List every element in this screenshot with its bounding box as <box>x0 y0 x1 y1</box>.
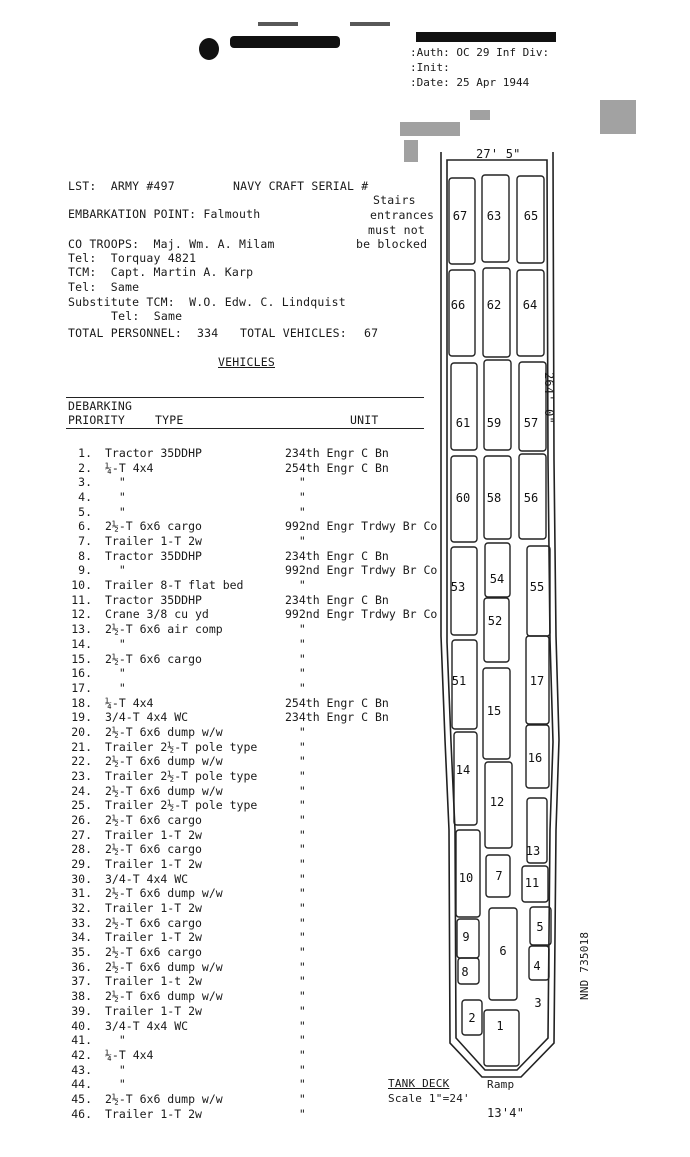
vehicle-slot <box>449 270 475 356</box>
row-unit: 234th Engr C Bn <box>285 548 389 563</box>
row-type: 2½-T 6x6 dump w/w <box>105 783 223 798</box>
row-priority: 32. <box>71 901 92 916</box>
init-line: :Init: <box>410 61 450 74</box>
table-header-rule <box>66 428 424 429</box>
row-priority: 30. <box>71 871 92 886</box>
row-type: Tractor 35DDHP <box>105 548 202 563</box>
diagram-deck-label: TANK DECK <box>388 1077 450 1090</box>
vehicle-slot-label: 8 <box>461 965 469 979</box>
total-personnel-value: 334 <box>197 326 219 340</box>
row-unit: " <box>285 651 306 666</box>
row-type: " <box>105 1033 126 1048</box>
vehicle-slot <box>485 543 510 597</box>
row-type: 2½-T 6x6 dump w/w <box>105 886 223 901</box>
row-priority: 27. <box>71 827 92 842</box>
row-unit: " <box>285 974 306 989</box>
row-priority: 11. <box>71 592 92 607</box>
row-type: Trailer 2½-T pole type <box>105 768 258 783</box>
row-type: Crane 3/8 cu yd <box>105 607 209 622</box>
lst-line: LST: ARMY #497 <box>68 179 175 193</box>
row-type: 2½-T 6x6 dump w/w <box>105 1091 223 1106</box>
row-priority: 29. <box>71 857 92 872</box>
row-priority: 40. <box>71 1018 92 1033</box>
vehicle-slot-label: 4 <box>533 959 541 973</box>
row-type: 2½-T 6x6 cargo <box>105 519 202 534</box>
row-type: 2½-T 6x6 dump w/w <box>105 754 223 769</box>
row-type: 3/4-T 4x4 WC <box>105 871 189 886</box>
row-priority: 3. <box>78 475 92 490</box>
stairs-note-4: be blocked <box>356 237 428 251</box>
row-priority: 38. <box>71 989 92 1004</box>
row-priority: 2. <box>78 460 92 475</box>
vehicle-slot-label: 67 <box>452 209 468 223</box>
row-priority: 42. <box>71 1047 92 1062</box>
row-priority: 6. <box>78 519 92 534</box>
redaction-bar-top <box>258 22 298 26</box>
row-unit: 254th Engr C Bn <box>285 695 389 710</box>
vehicle-slot-label: 66 <box>450 298 466 312</box>
row-type: ¼-T 4x4 <box>105 460 154 475</box>
row-unit: " <box>285 1033 306 1048</box>
row-priority: 26. <box>71 813 92 827</box>
row-unit: " <box>285 901 306 916</box>
row-unit: " <box>285 886 306 901</box>
row-unit: " <box>285 636 306 651</box>
row-unit: " <box>285 1047 306 1062</box>
row-type: Trailer 1-T 2w <box>105 857 202 872</box>
vehicle-slot <box>484 598 509 662</box>
row-unit: 234th Engr C Bn <box>285 710 389 725</box>
row-type: 2½-T 6x6 dump w/w <box>105 959 223 974</box>
row-unit: 992nd Engr Trdwy Br Co <box>285 563 438 578</box>
row-unit: " <box>285 1077 306 1092</box>
col-priority: PRIORITY <box>68 413 125 427</box>
vehicle-slots <box>449 175 551 1066</box>
section-title: VEHICLES <box>218 355 275 369</box>
row-priority: 13. <box>71 622 92 637</box>
row-priority: 44. <box>71 1077 92 1092</box>
col-debarking: DEBARKING <box>68 399 133 413</box>
auth-line: :Auth: OC 29 Inf Div: <box>410 46 550 59</box>
stairs-note-1: Stairs <box>373 193 416 207</box>
authorization-box-redaction <box>416 32 556 42</box>
redaction-dot <box>199 38 219 60</box>
vehicle-slot-label: 65 <box>523 209 539 223</box>
row-unit: 992nd Engr Trdwy Br Co <box>285 607 438 622</box>
vehicle-slot-label: 3 <box>534 996 542 1010</box>
diagram-top-width: 27' 5" <box>476 147 521 161</box>
row-type: " <box>105 563 126 578</box>
substitute-tel: Tel: Same <box>111 309 183 323</box>
row-unit: " <box>285 857 306 872</box>
navy-serial: NAVY CRAFT SERIAL # <box>233 179 369 193</box>
vehicle-slot-label: 10 <box>458 871 474 885</box>
co-tel: Tel: Torquay 4821 <box>68 251 197 265</box>
row-unit: " <box>285 798 306 813</box>
vehicle-slot-label: 56 <box>523 491 539 505</box>
row-type: 2½-T 6x6 cargo <box>105 915 202 930</box>
row-type: Trailer 1-T 2w <box>105 930 202 945</box>
row-unit: " <box>285 490 306 505</box>
row-unit: " <box>285 783 306 798</box>
row-type: Trailer 1-T 2w <box>105 534 202 549</box>
row-type: Trailer 1-T 2w <box>105 901 202 916</box>
row-unit: " <box>285 1062 306 1077</box>
vehicle-slot-label: 55 <box>529 580 545 594</box>
row-unit: " <box>285 578 306 593</box>
row-unit: " <box>285 930 306 945</box>
row-type: 2½-T 6x6 cargo <box>105 842 202 857</box>
vehicle-slot-label: 12 <box>489 795 505 809</box>
row-priority: 12. <box>71 607 92 622</box>
row-priority: 39. <box>71 1003 92 1018</box>
row-unit: 234th Engr C Bn <box>285 592 389 607</box>
vehicle-slot-label: 16 <box>527 751 543 765</box>
row-type: ¼-T 4x4 <box>105 695 154 710</box>
row-priority: 14. <box>71 636 92 651</box>
row-unit: " <box>285 534 306 549</box>
diagram-scale: Scale 1"=24' <box>388 1092 470 1105</box>
row-priority: 24. <box>71 783 92 798</box>
row-priority: 19. <box>71 710 92 725</box>
row-priority: 8. <box>78 548 92 563</box>
row-priority: 16. <box>71 666 92 681</box>
substitute-tcm: Substitute TCM: W.O. Edw. C. Lindquist <box>68 295 346 309</box>
diagram-ramp: Ramp <box>487 1078 515 1091</box>
row-unit: " <box>285 666 306 681</box>
diagram-side-stamp: NND 735018 <box>578 931 591 1000</box>
row-type: 2½-T 6x6 cargo <box>105 651 202 666</box>
row-type: Trailer 1-t 2w <box>105 974 202 989</box>
row-unit: " <box>285 622 306 637</box>
row-type: Trailer 1-T 2w <box>105 1003 202 1018</box>
diagram-bottom-width: 13'4" <box>487 1106 525 1120</box>
vehicle-slot-label: 15 <box>486 704 502 718</box>
total-vehicles-label: TOTAL VEHICLES: <box>240 326 347 340</box>
vehicle-slot-label: 54 <box>489 572 505 586</box>
row-type: 2½-T 6x6 dump w/w <box>105 989 223 1004</box>
row-priority: 18. <box>71 695 92 710</box>
vehicle-slot-label: 11 <box>524 876 540 890</box>
total-vehicles-value: 67 <box>364 326 379 340</box>
row-priority: 22. <box>71 754 92 769</box>
vehicle-slot-label: 57 <box>523 416 539 430</box>
row-unit: 992nd Engr Trdwy Br Co <box>285 519 438 534</box>
row-unit: " <box>285 871 306 886</box>
redaction-bar-top-2 <box>350 22 390 26</box>
vehicle-slot-label: 6 <box>499 944 507 958</box>
row-priority: 5. <box>78 504 92 519</box>
vehicle-slot-label: 5 <box>536 920 544 934</box>
row-priority: 46. <box>71 1106 92 1121</box>
row-type: " <box>105 475 126 490</box>
row-type: " <box>105 1062 126 1077</box>
vehicle-slot-label: 1 <box>496 1019 504 1033</box>
row-priority: 23. <box>71 768 92 783</box>
row-priority: 41. <box>71 1033 92 1048</box>
vehicle-slot-label: 64 <box>522 298 538 312</box>
row-type: 2½-T 6x6 cargo <box>105 945 202 960</box>
row-unit: " <box>285 680 306 695</box>
row-type: 3/4-T 4x4 WC <box>105 1018 189 1033</box>
vehicle-slot-label: 51 <box>451 674 467 688</box>
row-priority: 17. <box>71 680 92 695</box>
row-unit: " <box>285 827 306 842</box>
vehicle-slot-label: 59 <box>486 416 502 430</box>
row-unit: " <box>285 1106 306 1121</box>
vehicle-slot-label: 60 <box>455 491 471 505</box>
row-priority: 21. <box>71 739 92 754</box>
row-unit: " <box>285 739 306 754</box>
row-type: Tractor 35DDHP <box>105 446 202 460</box>
row-unit: " <box>285 475 306 490</box>
row-priority: 20. <box>71 724 92 739</box>
co-troops: CO TROOPS: Maj. Wm. A. Milam <box>68 237 275 251</box>
tcm: TCM: Capt. Martin A. Karp <box>68 265 254 279</box>
row-unit: " <box>285 724 306 739</box>
vehicle-slot-label: 17 <box>529 674 545 688</box>
row-priority: 43. <box>71 1062 92 1077</box>
row-type: " <box>105 666 126 681</box>
col-unit: UNIT <box>350 413 379 427</box>
row-type: " <box>105 504 126 519</box>
authorization-box <box>406 44 554 92</box>
row-priority: 4. <box>78 490 92 505</box>
row-priority: 25. <box>71 798 92 813</box>
row-priority: 28. <box>71 842 92 857</box>
vehicle-slot-label: 63 <box>486 209 502 223</box>
row-priority: 1. <box>78 446 92 460</box>
row-priority: 31. <box>71 886 92 901</box>
row-unit: " <box>285 1003 306 1018</box>
row-unit: " <box>285 945 306 960</box>
row-type: " <box>105 636 126 651</box>
row-unit: " <box>285 989 306 1004</box>
row-priority: 33. <box>71 915 92 930</box>
row-unit: " <box>285 959 306 974</box>
row-priority: 34. <box>71 930 92 945</box>
row-unit: " <box>285 915 306 930</box>
vehicle-slot-label: 13 <box>525 844 541 858</box>
vehicle-slot-label: 53 <box>450 580 466 594</box>
redaction-bar <box>230 36 340 48</box>
vehicle-slot-label: 7 <box>495 869 503 883</box>
row-type: Trailer 1-T 2w <box>105 827 202 842</box>
row-type: 3/4-T 4x4 WC <box>105 710 189 725</box>
row-type: ¼-T 4x4 <box>105 1047 154 1062</box>
row-priority: 15. <box>71 651 92 666</box>
diagram-length: 264' 0" <box>542 372 556 424</box>
row-type: Trailer 2½-T pole type <box>105 798 258 813</box>
vehicle-slot-label: 58 <box>486 491 502 505</box>
row-unit: 254th Engr C Bn <box>285 460 389 475</box>
row-type: " <box>105 490 126 505</box>
tcm-tel: Tel: Same <box>68 280 140 294</box>
row-type: Tractor 35DDHP <box>105 592 202 607</box>
row-priority: 7. <box>78 534 92 549</box>
row-unit: " <box>285 768 306 783</box>
vehicle-slot <box>483 268 510 357</box>
row-type: " <box>105 1077 126 1092</box>
date-line: :Date: 25 Apr 1944 <box>410 76 530 89</box>
stairs-note-3: must not <box>368 223 425 237</box>
row-priority: 9. <box>78 563 92 578</box>
row-type: 2½-T 6x6 dump w/w <box>105 724 223 739</box>
row-priority: 37. <box>71 974 92 989</box>
vehicle-slot-label: 14 <box>455 763 471 777</box>
table-top-rule <box>66 397 424 398</box>
row-unit: " <box>285 1091 306 1106</box>
row-unit: 234th Engr C Bn <box>285 446 389 460</box>
vehicle-slot-label: 61 <box>455 416 471 430</box>
row-priority: 35. <box>71 945 92 960</box>
embarkation-point: EMBARKATION POINT: Falmouth <box>68 207 261 221</box>
vehicle-slot-label: 52 <box>487 614 503 628</box>
row-priority: 45. <box>71 1091 92 1106</box>
row-unit: " <box>285 504 306 519</box>
vehicle-slot <box>484 360 511 450</box>
row-priority: 36. <box>71 959 92 974</box>
lst-deck-diagram <box>380 95 680 1135</box>
vehicle-slot <box>454 732 477 825</box>
row-type: 2½-T 6x6 cargo <box>105 813 202 827</box>
row-priority: 10. <box>71 578 92 593</box>
col-type: TYPE <box>155 413 184 427</box>
row-type: Trailer 2½-T pole type <box>105 739 258 754</box>
vehicle-slot <box>451 363 477 450</box>
row-unit: " <box>285 842 306 857</box>
row-type: " <box>105 680 126 695</box>
vehicle-slot-label: 62 <box>486 298 502 312</box>
row-type: Trailer 1-T 2w <box>105 1106 202 1121</box>
vehicle-slot <box>517 270 544 356</box>
row-unit: " <box>285 754 306 769</box>
row-unit: " <box>285 813 306 827</box>
row-type: 2½-T 6x6 air comp <box>105 622 223 637</box>
stairs-note-2: entrances <box>370 208 435 222</box>
row-unit: " <box>285 1018 306 1033</box>
vehicle-slot-label: 9 <box>462 930 470 944</box>
vehicle-slot-label: 2 <box>468 1011 476 1025</box>
row-type: Trailer 8-T flat bed <box>105 578 244 593</box>
total-personnel-label: TOTAL PERSONNEL: <box>68 326 182 340</box>
